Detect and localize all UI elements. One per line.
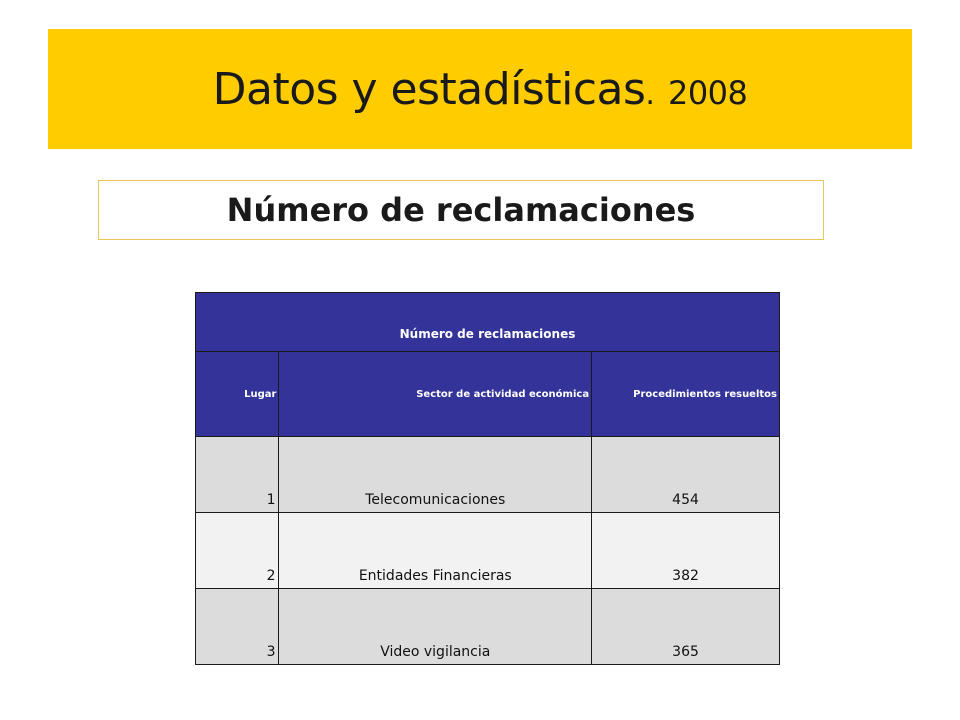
- column-header-sector: Sector de actividad económica: [279, 352, 592, 437]
- cell-procedimientos: 454: [592, 437, 780, 513]
- table-row: [196, 437, 780, 513]
- cell-procedimientos: 365: [592, 589, 780, 665]
- cell-sector: Telecomunicaciones: [279, 437, 592, 513]
- table-row: [196, 589, 780, 665]
- table-header-row: [196, 352, 780, 437]
- cell-lugar: 1: [196, 437, 279, 513]
- cell-sector: Video vigilancia: [279, 589, 592, 665]
- column-header-lugar: Lugar: [196, 352, 279, 437]
- table-row: [196, 513, 780, 589]
- slide-title: [213, 64, 748, 115]
- slide-title-main: Datos y estadísticas: [212, 63, 646, 115]
- subtitle-box: [98, 180, 824, 240]
- slide-title-separator: .: [645, 76, 655, 112]
- reclamaciones-table: [195, 292, 780, 665]
- cell-lugar: 2: [196, 513, 279, 589]
- table-title: Número de reclamaciones: [196, 293, 780, 352]
- cell-procedimientos: 382: [592, 513, 780, 589]
- title-banner: [48, 29, 912, 149]
- slide-title-year: 2008: [667, 73, 748, 112]
- table-title-row: [196, 293, 780, 352]
- cell-lugar: 3: [196, 589, 279, 665]
- column-header-procedimientos: Procedimientos resueltos: [592, 352, 780, 437]
- slide-subtitle: Número de reclamaciones: [226, 191, 696, 229]
- cell-sector: Entidades Financieras: [279, 513, 592, 589]
